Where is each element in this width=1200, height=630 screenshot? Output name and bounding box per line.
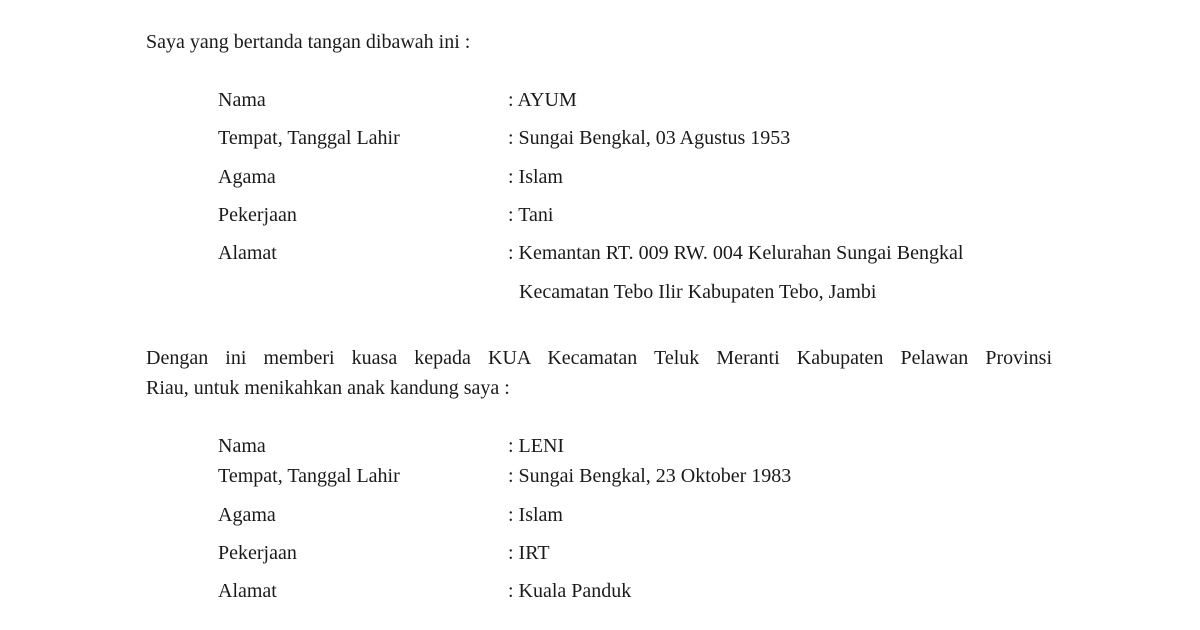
person2-name-value: : LENI xyxy=(508,435,565,457)
authorization-paragraph xyxy=(146,343,1052,403)
authorization-paragraph-line-1: Dengan ini memberi kuasa kepada KUA Kecamatan Teluk Meranti Kabupaten Pelawan Provinsi xyxy=(146,347,1052,369)
person1-birth-label: Tempat, Tanggal Lahir xyxy=(218,127,400,149)
person2-occupation-label: Pekerjaan xyxy=(218,542,297,564)
authorization-paragraph-line-2: Riau, untuk menikahkan anak kandung saya : xyxy=(146,377,510,399)
person1-address-value: : Kemantan RT. 009 RW. 004 Kelurahan Sungai Bengkal xyxy=(508,242,964,264)
person2-name-label: Nama xyxy=(218,435,266,457)
intro-text: Saya yang bertanda tangan dibawah ini : xyxy=(146,31,471,53)
person1-address-continuation: Kecamatan Tebo Ilir Kabupaten Tebo, Jambi xyxy=(519,281,877,303)
person1-occupation-label: Pekerjaan xyxy=(218,204,297,226)
person2-address-value: : Kuala Panduk xyxy=(508,580,632,602)
person2-address-label: Alamat xyxy=(218,580,277,602)
person1-birth-value: : Sungai Bengkal, 03 Agustus 1953 xyxy=(508,127,791,149)
person2-religion-value: : Islam xyxy=(508,504,563,526)
person1-occupation-value: : Tani xyxy=(508,204,554,226)
person1-name-value: : AYUM xyxy=(508,89,577,111)
person1-address-label: Alamat xyxy=(218,242,277,264)
person2-religion-label: Agama xyxy=(218,504,276,526)
person1-name-label: Nama xyxy=(218,89,266,111)
person2-occupation-value: : IRT xyxy=(508,542,550,564)
person1-religion-value: : Islam xyxy=(508,166,563,188)
person2-birth-label: Tempat, Tanggal Lahir xyxy=(218,465,400,487)
person2-birth-value: : Sungai Bengkal, 23 Oktober 1983 xyxy=(508,465,792,487)
person1-religion-label: Agama xyxy=(218,166,276,188)
